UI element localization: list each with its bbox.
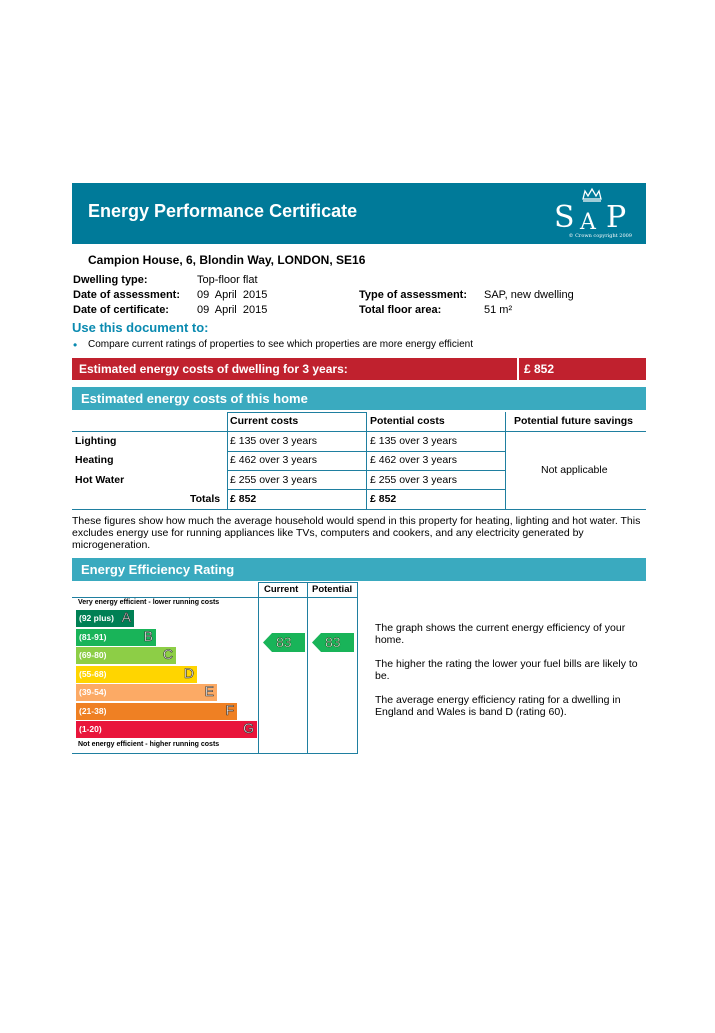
- use-document-heading: Use this document to:: [72, 320, 209, 335]
- rating-band-letter: B: [143, 627, 153, 644]
- rating-band-e: [76, 684, 217, 701]
- rating-band-f: [76, 703, 237, 720]
- rating-section-heading: [72, 558, 646, 581]
- svg-text:P: P: [606, 200, 627, 235]
- row-lighting-potential: £ 135 over 3 years: [370, 435, 457, 447]
- scale-bottom-note: Not energy efficient - higher running costs: [78, 741, 220, 748]
- use-document-bullet: Compare current ratings of properties to see which properties are more energy efficient: [88, 339, 474, 350]
- rating-paragraph-2: The higher the rating the lower your fuel bills are likely to be.: [375, 658, 638, 682]
- rating-band-b: [76, 629, 156, 646]
- rating-band-d: [76, 666, 197, 683]
- totals-label: Totals: [190, 493, 221, 505]
- costs-table: [72, 412, 646, 510]
- rating-potential-header: Potential: [312, 584, 353, 595]
- rating-band-range: (81-91): [79, 631, 107, 642]
- certificate-date-value: 09 April 2015: [197, 304, 268, 316]
- totals-potential: £ 852: [370, 493, 397, 505]
- assessment-date-value: 09 April 2015: [197, 289, 268, 301]
- rating-band-letter: E: [204, 683, 214, 699]
- rating-band-range: (21-38): [79, 705, 107, 716]
- estimated-cost-value: £ 852: [524, 362, 555, 376]
- rating-band-c: [76, 647, 176, 664]
- costs-section-heading: [72, 387, 646, 410]
- copyright-text: © Crown copyright 2009: [568, 233, 632, 239]
- svg-text:A: A: [580, 210, 596, 235]
- rating-paragraph-3: The average energy efficiency rating for a dwelling in England and Wales is band D (rating 60).: [375, 694, 621, 718]
- bullet-icon: •: [73, 338, 78, 352]
- floor-area-label: Total floor area:: [359, 304, 442, 316]
- estimated-cost-label: Estimated energy costs of dwelling for 3 years:: [79, 362, 348, 376]
- rating-paragraph-1: The graph shows the current energy efficiency of your home.: [375, 622, 626, 646]
- certificate-header: [72, 183, 646, 244]
- row-hotwater-potential: £ 255 over 3 years: [370, 474, 457, 486]
- row-hotwater-current: £ 255 over 3 years: [230, 474, 317, 486]
- header-current-costs: Current costs: [230, 415, 299, 427]
- header-future-savings: Potential future savings: [514, 415, 634, 427]
- rating-band-range: (55-68): [79, 668, 107, 679]
- rating-band-a: [76, 610, 134, 627]
- totals-current: £ 852: [230, 493, 257, 505]
- rating-band-range: (1-20): [79, 724, 102, 734]
- rating-band-g: [76, 721, 257, 738]
- potential-rating-value: 83: [325, 634, 341, 650]
- assessment-type-value: SAP, new dwelling: [484, 289, 574, 301]
- rating-band-range: (69-80): [79, 650, 107, 660]
- estimated-cost-bar: [72, 358, 646, 380]
- assessment-date-label: Date of assessment:: [73, 289, 180, 301]
- row-lighting-label: Lighting: [75, 435, 117, 447]
- current-rating-arrow: [263, 633, 305, 652]
- potential-rating-arrow: [312, 633, 354, 652]
- property-address: Campion House, 6, Blondin Way, LONDON, SE16: [88, 253, 366, 267]
- row-lighting-current: £ 135 over 3 years: [230, 435, 317, 447]
- row-heating-potential: £ 462 over 3 years: [370, 454, 457, 466]
- scale-top-note: Very energy efficient - lower running costs: [78, 599, 220, 606]
- certificate-date-label: Date of certificate:: [73, 304, 169, 316]
- rating-band-letter: A: [121, 609, 131, 625]
- costs-section-title: Estimated energy costs of this home: [81, 391, 308, 406]
- rating-band-range: (92 plus): [79, 613, 114, 623]
- svg-text:S: S: [554, 200, 575, 235]
- dwelling-type-label: Dwelling type:: [73, 274, 148, 286]
- savings-value: Not applicable: [541, 464, 608, 476]
- rating-band-letter: D: [183, 664, 194, 681]
- floor-area-value: 51 m²: [484, 304, 513, 316]
- row-heating-current: £ 462 over 3 years: [230, 454, 317, 466]
- costs-explanation: These figures show how much the average household would spend in this property for heating, lighting and hot water. This excludes energy use for running appliances like TVs, computers and cookers, and any electricity generated by microgeneration.: [72, 515, 641, 551]
- cost-bar-divider: [517, 358, 519, 380]
- rating-band-letter: G: [243, 720, 254, 736]
- current-rating-value: 83: [276, 634, 292, 650]
- page-title: Energy Performance Certificate: [88, 201, 358, 221]
- rating-band-range: (39-54): [79, 687, 107, 697]
- energy-rating-chart: [72, 582, 358, 754]
- header-potential-costs: Potential costs: [370, 415, 445, 427]
- rating-band-letter: F: [225, 701, 234, 718]
- row-hotwater-label: Hot Water: [75, 474, 125, 486]
- row-heating-label: Heating: [75, 454, 114, 466]
- sap-logo: [552, 187, 632, 241]
- rating-section-title: Energy Efficiency Rating: [81, 562, 235, 577]
- dwelling-type-value: Top-floor flat: [197, 274, 258, 286]
- assessment-type-label: Type of assessment:: [359, 289, 468, 301]
- rating-band-letter: C: [162, 646, 173, 662]
- rating-current-header: Current: [264, 584, 299, 595]
